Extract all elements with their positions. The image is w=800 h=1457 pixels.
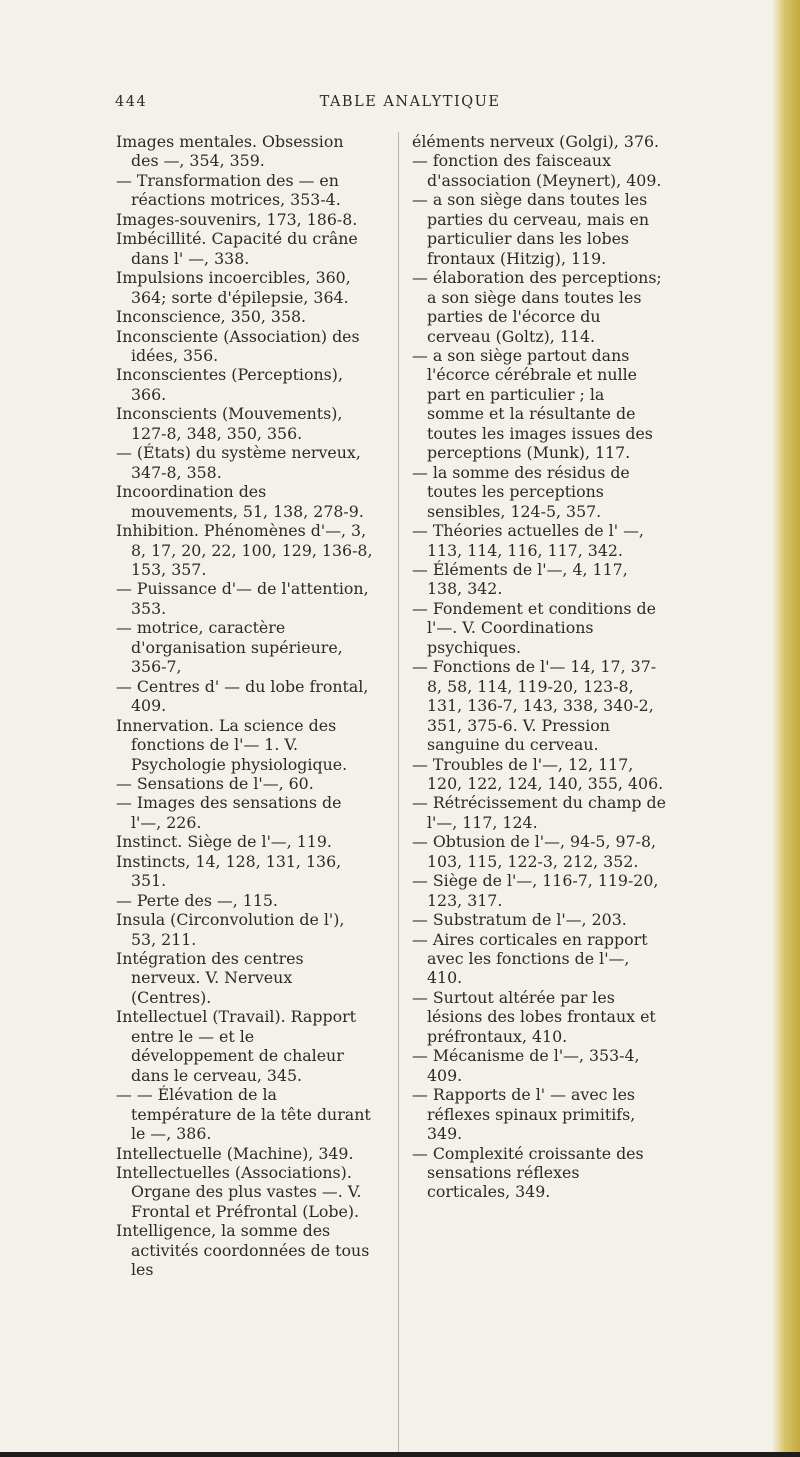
index-entry: Images mentales. Obsession des —, 354, 359. (116, 132, 344, 171)
index-column-right (412, 132, 666, 1202)
page-header (115, 94, 705, 124)
bottom-edge-bar (0, 1452, 800, 1457)
index-entry: éléments nerveux (Golgi), 376. (412, 132, 660, 151)
index-entry: — Rapports de l' — avec les réflexes spinaux primitifs, 349. (412, 1085, 636, 1144)
index-column-left (116, 132, 374, 1280)
index-entry: — Surtout altérée par les lésions des lobes frontaux et préfrontaux, 410. (412, 987, 656, 1046)
index-entry: Intellectuelles (Associations). Organe des plus vastes —. V. Frontal et Préfrontal (Lobe). (116, 1163, 362, 1221)
index-entry: — la somme des résidus de toutes les perceptions sensibles, 124-5, 357. (412, 462, 630, 521)
index-entry: — Fondement et conditions de l'—. V. Coordinations psychiques. (412, 598, 657, 657)
index-entry: Innervation. La science des fonctions de l'— 1. V. Psychologie physiologique. (116, 715, 348, 774)
index-entry: — Transformation des — en réactions motrices, 353-4. (116, 170, 341, 210)
index-entry: — Substratum de l'—, 203. (412, 910, 627, 930)
index-entry: Intégration des centres nerveux. V. Nerveux (Centres). (116, 949, 304, 1007)
index-entry: — Fonctions de l'— 14, 17, 37-8, 58, 114, 119-20, 123-8, 131, 136-7, 143, 338, 340-2, 351, 375-6. V. Pression sanguine du cerveau. (412, 657, 657, 755)
index-entry: — Obtusion de l'—, 94-5, 97-8, 103, 115, 122-3, 212, 352. (412, 832, 657, 871)
index-entry: — élaboration des perceptions; a son siège dans toutes les parties de l'écorce du cerveau (Goltz), 114. (412, 268, 662, 346)
index-entry: Impulsions incoercibles, 360, 364; sorte d'épilepsie, 364. (116, 268, 351, 307)
index-entry: — Rétrécissement du champ de l'—, 117, 124. (412, 793, 666, 832)
index-entry: — — Élévation de la température de la tête durant le —, 386. (116, 1085, 371, 1144)
index-entry: — Aires corticales en rapport avec les fonctions de l'—, 410. (412, 929, 648, 988)
index-entry: — (États) du système nerveux, 347-8, 358. (116, 443, 361, 482)
index-entry: Images-souvenirs, 173, 186-8. (116, 209, 358, 229)
index-entry: — Troubles de l'—, 12, 117, 120, 122, 124, 140, 355, 406. (412, 754, 664, 793)
index-entry: — Complexité croissante des sensations réflexes corticales, 349. (412, 1143, 644, 1202)
index-entry: Inhibition. Phénomènes d'—, 3, 8, 17, 20, 22, 100, 129, 136-8, 153, 357. (116, 521, 373, 579)
index-entry: Inconscientes (Perceptions), 366. (116, 365, 343, 404)
index-entry: — Perte des —, 115. (116, 890, 278, 910)
index-entry: — Siège de l'—, 116-7, 119-20, 123, 317. (412, 871, 659, 910)
index-entry: — a son siège dans toutes les parties du cerveau, mais en particulier dans les lobes frontaux (Hitzig), 119. (412, 190, 650, 268)
index-entry: Insula (Circonvolution de l'), 53, 211. (116, 910, 345, 949)
index-entry: Instincts, 14, 128, 131, 136, 351. (116, 851, 342, 891)
index-entry: — motrice, caractère d'organisation supérieure, 356-7, (116, 618, 343, 677)
page-number: 444 (115, 94, 148, 110)
index-entry: — Mécanisme de l'—, 353-4, 409. (412, 1046, 640, 1085)
index-entry: — a son siège partout dans l'écorce cérébrale et nulle part en particulier ; la somme et la résultante de toutes les images issues des perceptions (Munk), 117. (412, 345, 653, 463)
index-entry: Intelligence, la somme des activités coordonnées de tous les (116, 1221, 370, 1280)
index-entry: — Images des sensations de l'—, 226. (116, 793, 342, 832)
index-entry: — Centres d' — du lobe frontal, 409. (116, 676, 369, 716)
index-entry: Inconsciente (Association) des idées, 356. (116, 326, 360, 365)
running-title: TABLE ANALYTIQUE (319, 94, 501, 110)
page-edge-shadow (772, 0, 800, 1457)
index-entry: Inconscience, 350, 358. (116, 307, 307, 327)
index-entry: Inconscients (Mouvements), 127-8, 348, 350, 356. (116, 404, 343, 443)
index-entry: — Éléments de l'—, 4, 117, 138, 342. (412, 559, 628, 599)
column-divider (398, 132, 399, 1457)
index-entry: — Puissance d'— de l'attention, 353. (116, 579, 369, 618)
index-entry: — Sensations de l'—, 60. (116, 773, 314, 793)
index-entry: Incoordination des mouvements, 51, 138, 278-9. (116, 482, 364, 521)
index-entry: — fonction des faisceaux d'association (Meynert), 409. (412, 151, 662, 190)
index-entry: Intellectuelle (Machine), 349. (116, 1143, 354, 1163)
index-entry: — Théories actuelles de l' —, 113, 114, 116, 117, 342. (412, 521, 644, 560)
index-entry: Intellectuel (Travail). Rapport entre le — et le développement de chaleur dans le cerveau, 345. (116, 1007, 356, 1085)
index-entry: Instinct. Siège de l'—, 119. (116, 832, 332, 852)
index-entry: Imbécillité. Capacité du crâne dans l' —, 338. (116, 229, 358, 268)
